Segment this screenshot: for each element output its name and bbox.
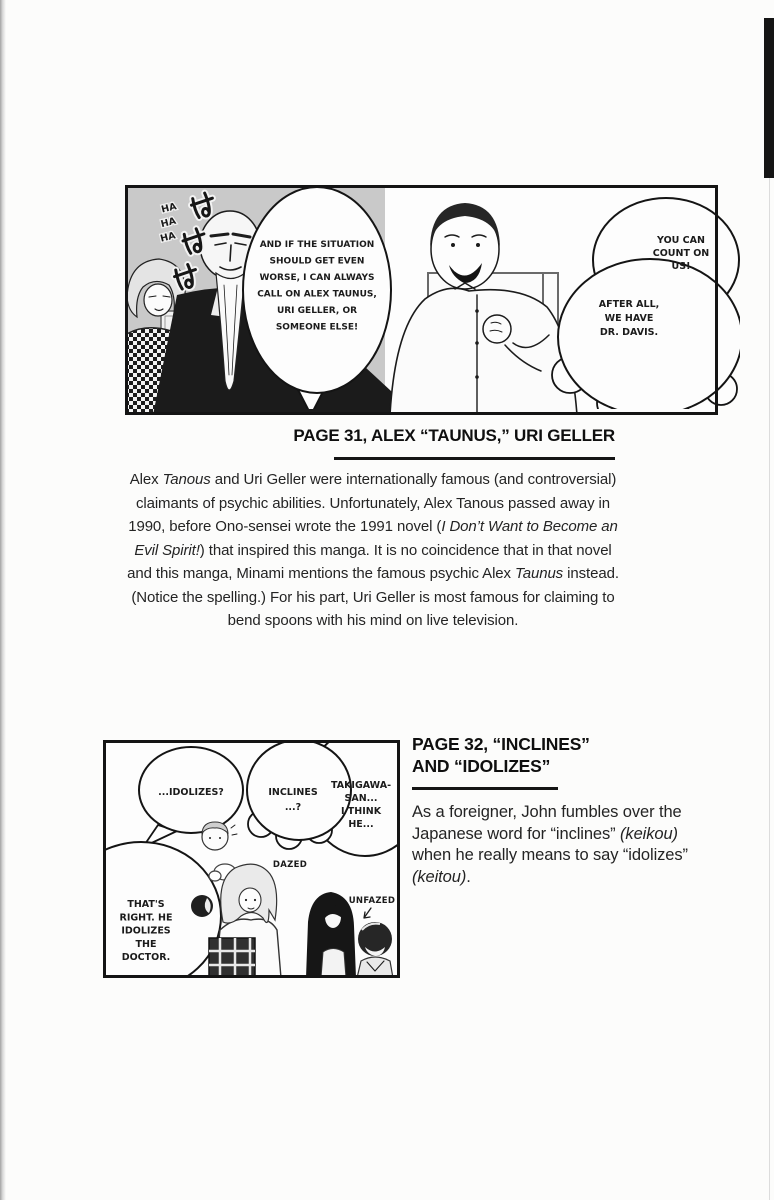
manga-panel-1	[125, 185, 741, 415]
book-cover-edge	[764, 18, 774, 178]
speech-text-dr-davis: AFTER ALL, WE HAVE DR. DAVIS.	[598, 299, 660, 338]
page-left-edge-shadow	[0, 0, 6, 1200]
speech-text-minami: AND IF THE SITUATION SHOULD GET EVEN WORSE, I CAN ALWAYS CALL ON ALEX TAUNUS, URI GELLER, OR SOMEONE ELSE!	[257, 240, 377, 333]
speech-text-takigawa: TAKIGAWA-SAN... I THINK HE...	[330, 780, 392, 830]
heading-rule-2	[412, 787, 558, 790]
manga-panel-2	[103, 740, 400, 978]
speech-text-thats-right: THAT'S RIGHT. HE IDOLIZES THE DOCTOR.	[119, 899, 173, 964]
speech-text-inclines: INCLINES ...?	[268, 787, 318, 813]
heading-rule-1	[334, 457, 615, 460]
note-body-page-31: Alex Tanous and Uri Geller were internationally famous (and controversial) claimants of psychic abilities. Unfortunately, Alex Tanous passed away in 1990, before Ono-sensei wrote the 1991 novel (I Don’t Want to Become an Evil Spirit!) that inspired this manga. It is no coincidence that in that novel and this manga, Minami mentions the famous psychic Alex Taunus instead. (Notice the spelling.) For his part, Uri Geller is most famous for claiming to bend spoons with his mind on live television.	[127, 471, 619, 629]
label-dazed: DAZED	[272, 860, 308, 870]
character-takigawa-head	[191, 895, 213, 917]
laugh-text-english: HAHAHA	[159, 201, 178, 245]
speech-text-count-on-us: YOU CAN COUNT ON US!	[652, 235, 710, 272]
plaid-bag	[209, 938, 255, 978]
character-child	[357, 922, 393, 978]
page-right-edge-line	[769, 40, 770, 1200]
note-heading-page-31: PAGE 31, ALEX “TAUNUS,” URI GELLER	[293, 426, 615, 445]
label-unfazed: UNFAZED	[348, 896, 396, 906]
note-heading-page-32: PAGE 32, “INCLINES” AND “IDOLIZES”	[412, 734, 590, 776]
speech-text-idolizes: ...IDOLIZES?	[158, 787, 224, 798]
note-body-page-32: As a foreigner, John fumbles over the Japanese word for “inclines” (keikou) when he really means to say “idolizes” (keitou).	[412, 803, 688, 886]
